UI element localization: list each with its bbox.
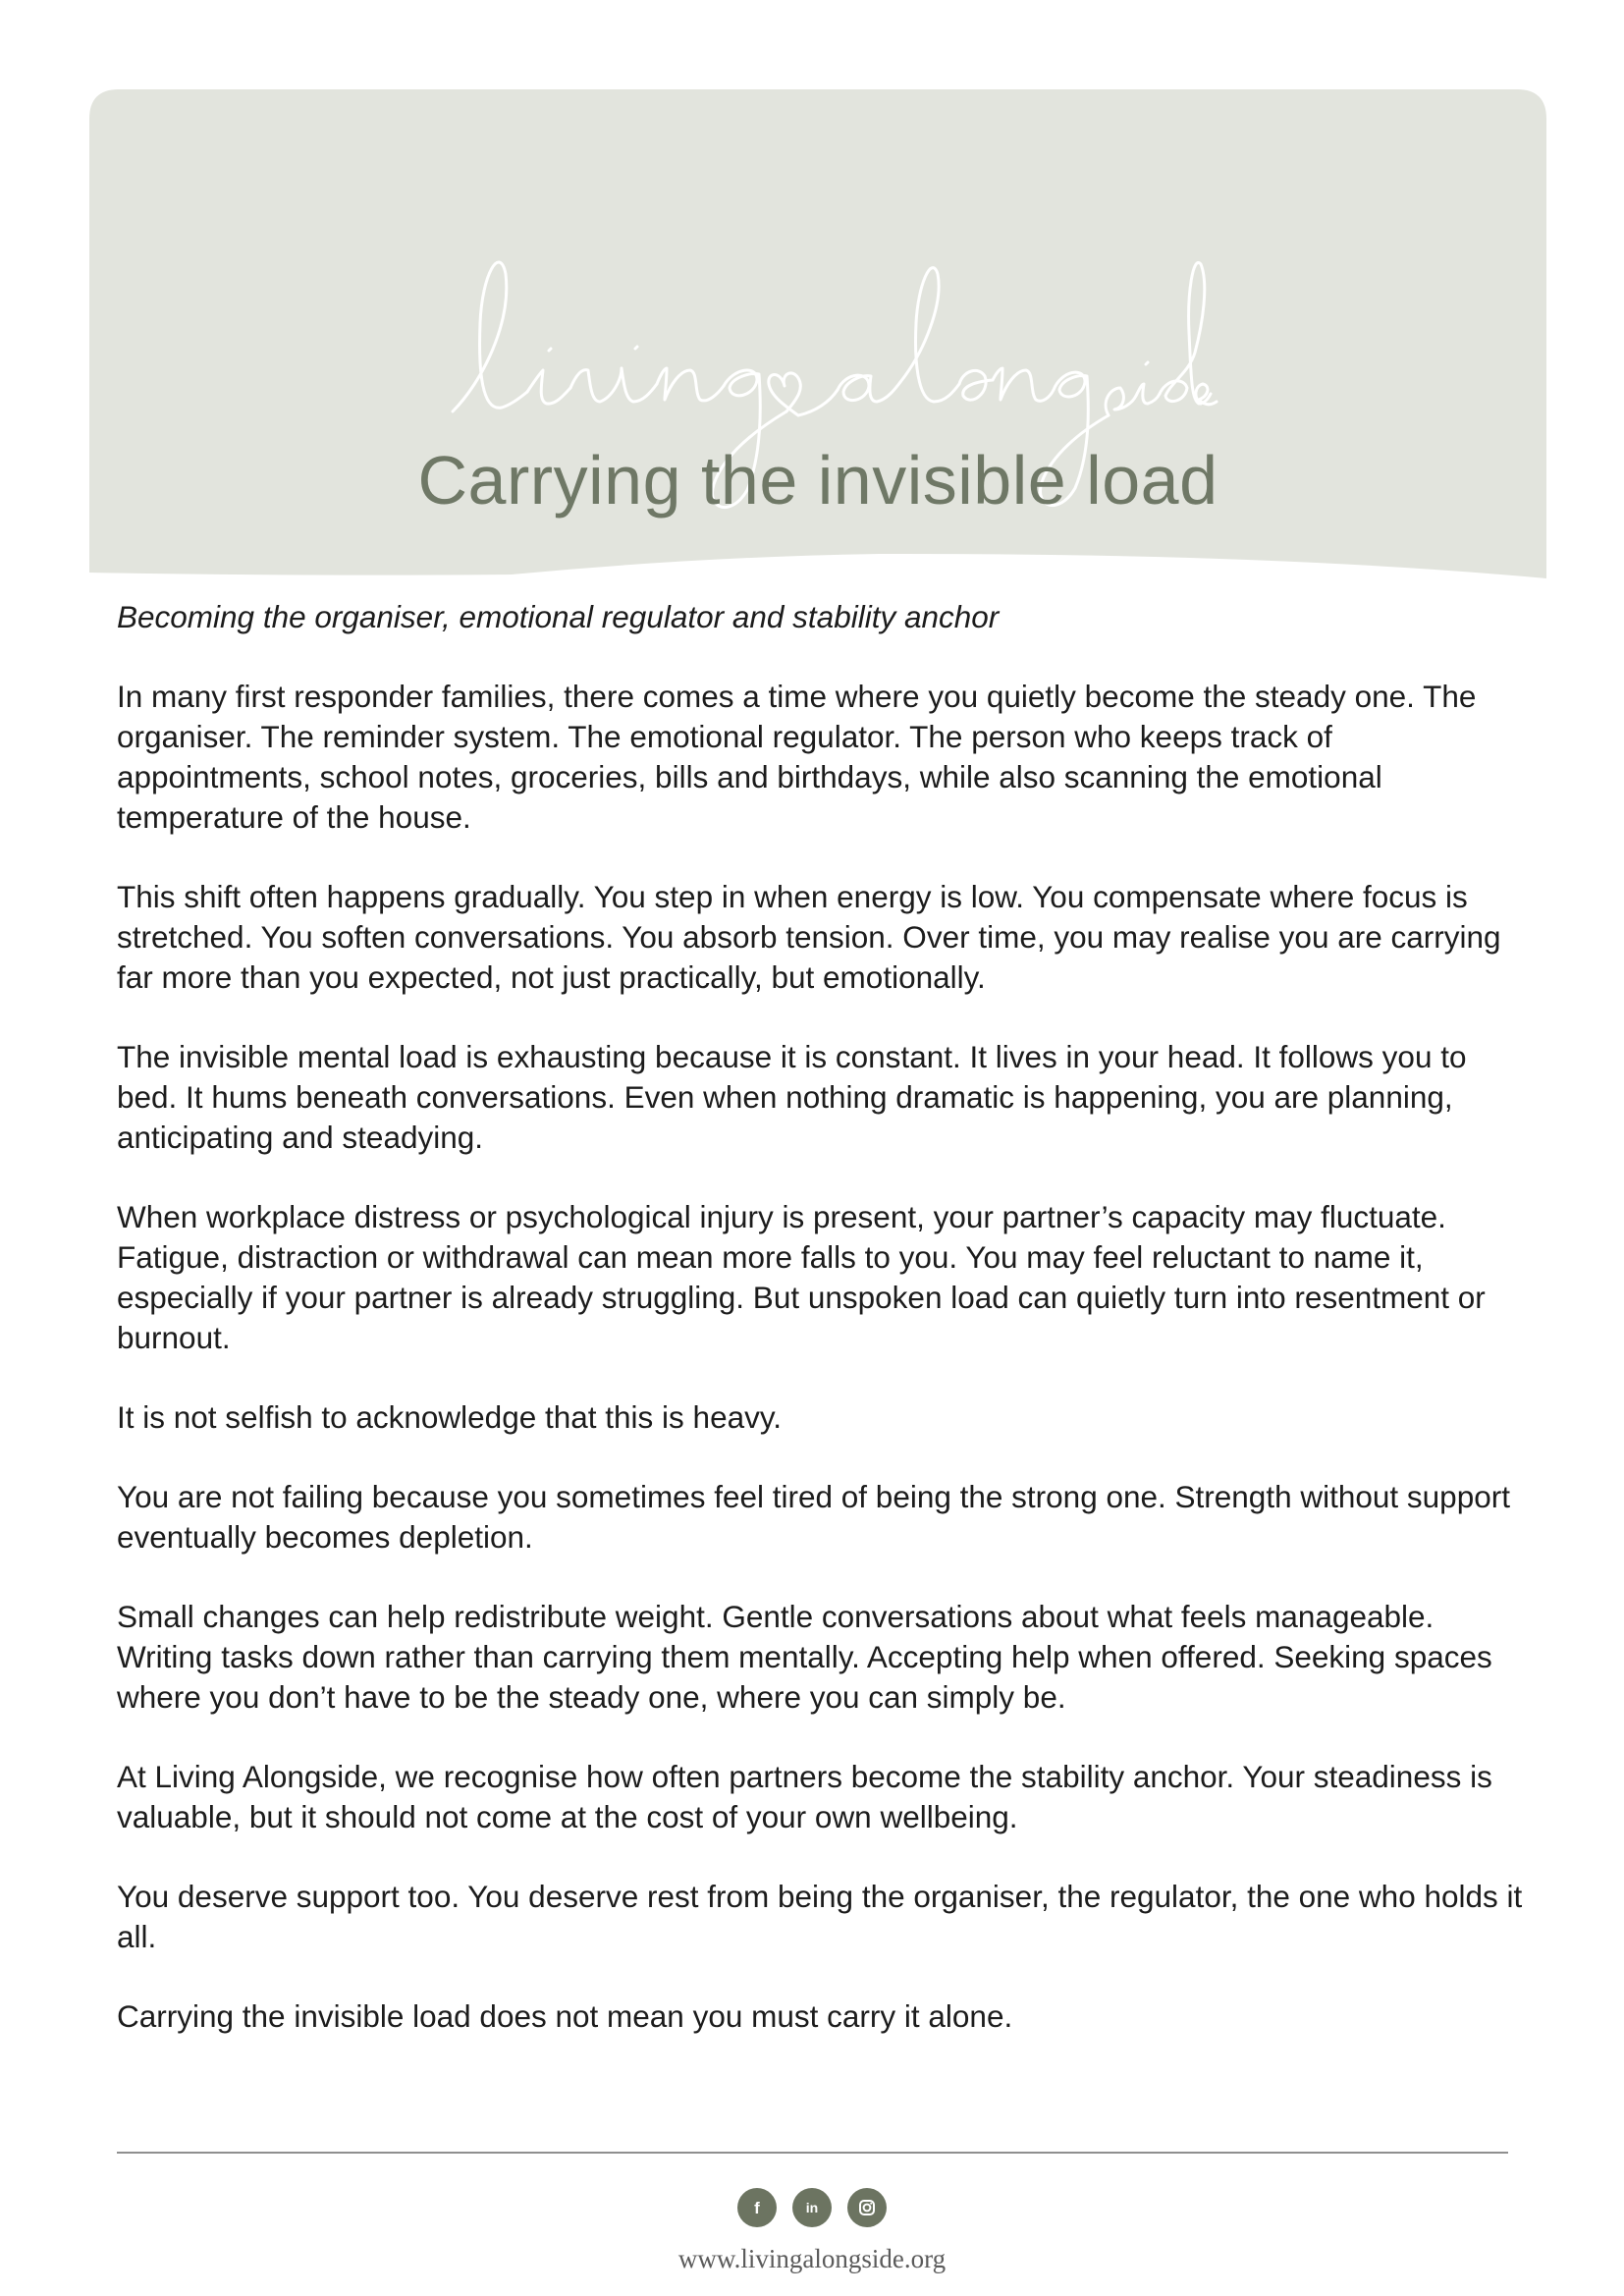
article-subtitle: Becoming the organiser, emotional regulator and stability anchor	[117, 599, 1000, 634]
paragraph: This shift often happens gradually. You step in when energy is low. You compensate where focus is stretched. You soften conversations. You absorb tension. Over time, you may realise you are carrying far more than you expected, not just practically, but emotionally.	[117, 879, 1501, 995]
paragraph: You are not failing because you sometimes feel tired of being the strong one. Strength without support eventually becomes depletion.	[117, 1479, 1510, 1555]
article-body	[117, 597, 1531, 2076]
svg-text:f: f	[754, 2199, 760, 2217]
social-links	[0, 2188, 1624, 2227]
paragraph: It is not selfish to acknowledge that this is heavy.	[117, 1399, 783, 1435]
paragraph: Small changes can help redistribute weight. Gentle conversations about what feels manageable. Writing tasks down rather than carrying them mentally. Accepting help when offered. Seeking spaces where you don’t have to be the steady one, where you can simply be.	[117, 1599, 1492, 1715]
page-title: Carrying the invisible load	[417, 442, 1218, 519]
header-banner	[89, 89, 1546, 580]
instagram-icon	[856, 2197, 878, 2218]
footer-divider	[117, 2152, 1508, 2154]
linkedin-button[interactable]	[792, 2188, 832, 2227]
paragraph: At Living Alongside, we recognise how often partners become the stability anchor. Your steadiness is valuable, but it should not come at the cost of your own wellbeing.	[117, 1759, 1492, 1834]
facebook-icon	[746, 2197, 768, 2218]
instagram-button[interactable]	[847, 2188, 887, 2227]
linkedin-icon	[801, 2197, 823, 2218]
paragraph: You deserve support too. You deserve rest from being the organiser, the regulator, the one who holds it all.	[117, 1879, 1523, 1954]
svg-text:in: in	[805, 2200, 819, 2215]
paragraph: In many first responder families, there comes a time where you quietly become the steady one. The organiser. The reminder system. The emotional regulator. The person who keeps track of appointments, school notes, groceries, bills and birthdays, while also scanning the emotional temperature of the house.	[117, 679, 1477, 835]
paragraph: The invisible mental load is exhausting because it is constant. It lives in your head. It follows you to bed. It hums beneath conversations. Even when nothing dramatic is happening, you are planning, anticipating and steadying.	[117, 1039, 1467, 1155]
website-link[interactable]: www.livingalongside.org	[677, 2244, 947, 2273]
paragraph: Carrying the invisible load does not mean you must carry it alone.	[117, 1998, 1013, 2034]
paragraph: When workplace distress or psychological injury is present, your partner’s capacity may fluctuate. Fatigue, distraction or withdrawal can mean more falls to you. You may feel reluctant to name it, especially if your partner is already struggling. But unspoken load can quietly turn into resentment or burnout.	[117, 1199, 1486, 1355]
facebook-button[interactable]	[737, 2188, 777, 2227]
